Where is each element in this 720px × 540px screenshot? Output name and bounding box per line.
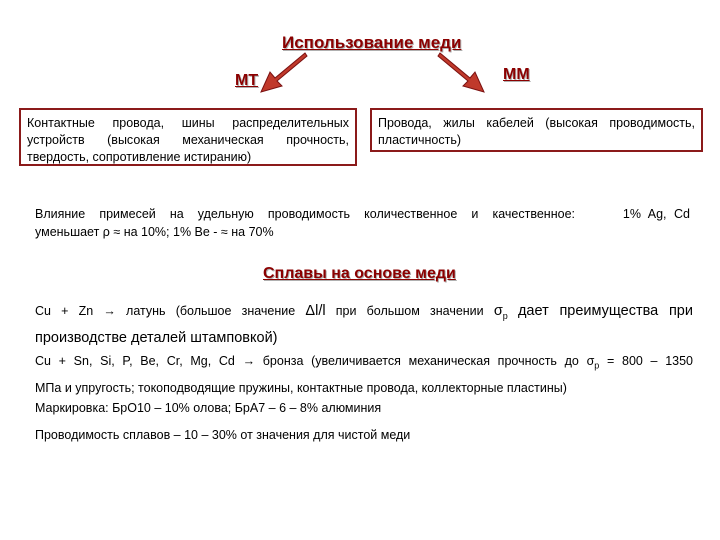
brass-line1	[35, 300, 693, 327]
brass-line2: производстве деталей штамповкой)	[35, 329, 278, 346]
box-mm	[370, 108, 703, 152]
box-mt-text: Контактные провода, шины распределительных устройств (высокая механическая прочность, твердость, сопротивление истиранию)	[27, 116, 349, 164]
brass-paragraph	[35, 300, 693, 349]
label-mt: МТ	[235, 72, 259, 89]
alloys-heading: Сплавы на основе меди	[263, 265, 456, 282]
brass-ratio: Δl/l	[305, 303, 326, 319]
bronze-start: Cu + Sn, Si, P, Be, Cr, Mg, Cd → бронза (увеличивается механическая прочность до	[35, 354, 579, 368]
bronze-line2: МПа и упругость; токоподводящие пружины, контактные провода, коллекторные пластины)	[35, 380, 567, 395]
brass-end: дает преимущества при	[517, 303, 693, 319]
brass-mid: при большом значении	[335, 304, 484, 318]
brass-sigma: $\sigma_р$	[493, 303, 508, 321]
brass-start: Cu + Zn → латунь (большое значение	[35, 304, 296, 318]
impurities-paragraph	[35, 205, 690, 241]
label-mm: ММ	[503, 66, 530, 83]
conductivity-line: Проводимость сплавов – 10 – 30% от значения для чистой меди	[35, 428, 411, 442]
marking-line: Маркировка: БрО10 – 10% олова; БрА7 – 6 – 8% алюминия	[35, 401, 382, 415]
bronze-line1	[35, 350, 693, 377]
bronze-end: = 800 – 1350	[607, 354, 693, 368]
impurities-line1-tail: 1% Ag, Cd	[622, 207, 690, 221]
page-title: Использование меди	[282, 33, 462, 52]
box-mt	[19, 108, 357, 166]
left-arrow-icon	[261, 53, 307, 92]
bronze-paragraph	[35, 350, 693, 399]
box-mm-text: Провода, жилы кабелей (высокая проводимость, пластичность)	[378, 116, 695, 147]
bronze-sigma: $\sigma_р$	[586, 354, 600, 371]
impurities-line2: уменьшает ρ ≈ на 10%; 1% Be - ≈ на 70%	[35, 225, 274, 239]
impurities-line1: Влияние примесей на удельную проводимость количественное и качественное:	[35, 207, 575, 221]
right-arrow-icon	[438, 53, 484, 92]
